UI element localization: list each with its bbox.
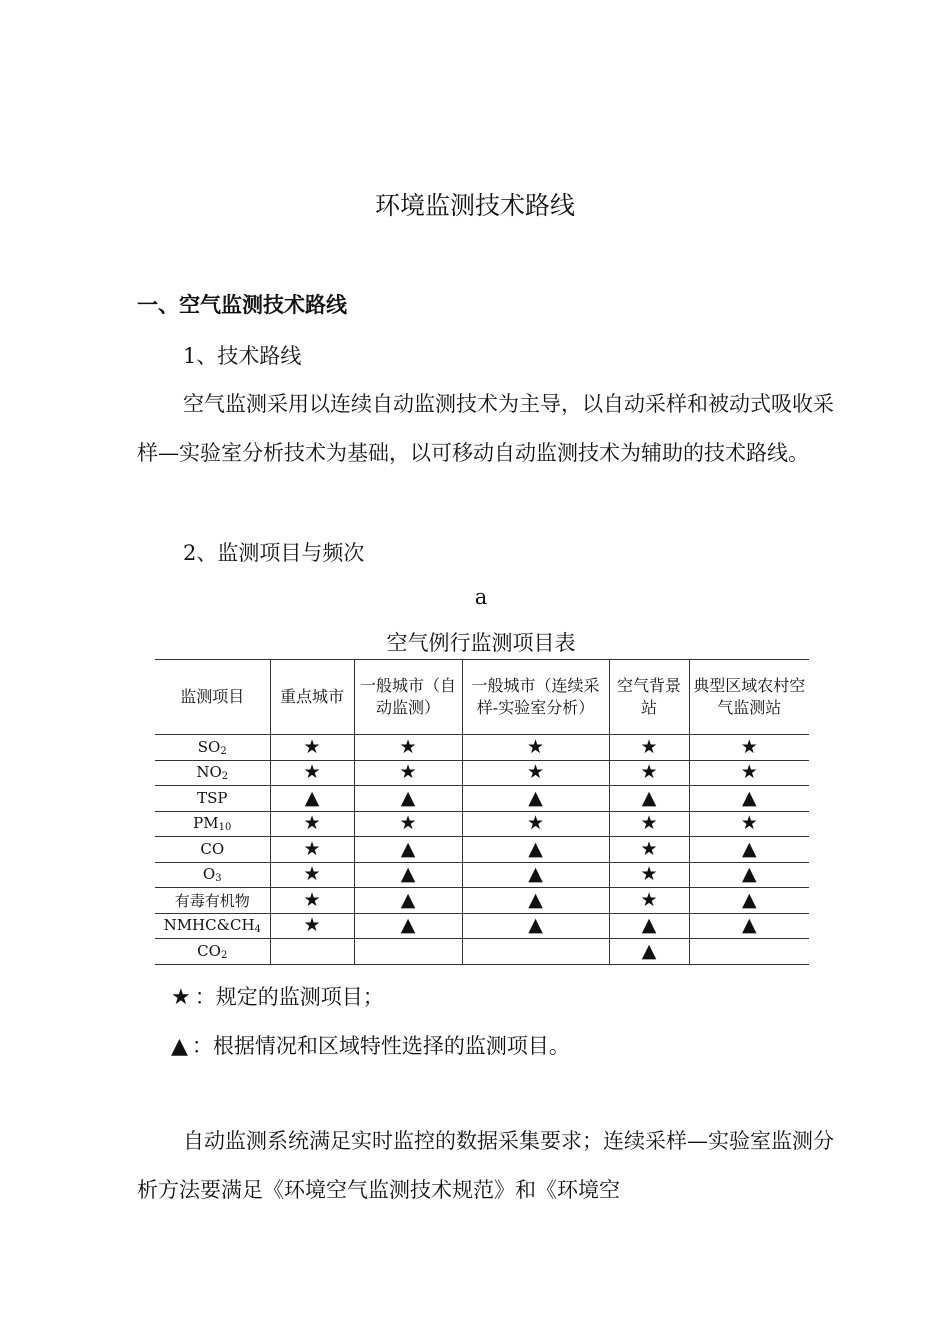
item-cell — [155, 837, 270, 863]
item-subscript: 2 — [220, 745, 227, 757]
table-caption: 空气例行监测项目表 — [386, 631, 576, 655]
triangle-mark-cell: ▲ — [609, 939, 689, 965]
item-subscript: 3 — [215, 873, 222, 885]
item-name: 有毒有机物 — [174, 891, 250, 910]
table-row — [155, 735, 809, 761]
triangle-mark-cell: ▲ — [609, 786, 689, 812]
triangle-mark-cell: ▲ — [462, 888, 609, 914]
star-mark-cell: ★ — [270, 862, 354, 888]
table-row — [155, 913, 809, 939]
triangle-mark-cell: ▲ — [462, 837, 609, 863]
header-cell: 监测项目 — [155, 660, 270, 735]
triangle-mark-cell: ▲ — [689, 786, 809, 812]
item-name: CO — [197, 941, 221, 960]
triangle-mark-cell: ▲ — [354, 837, 462, 863]
table-row — [155, 939, 809, 965]
table-header-row — [155, 660, 809, 735]
triangle-mark-cell: ▲ — [609, 913, 689, 939]
empty-cell — [689, 939, 809, 965]
star-mark-cell: ★ — [270, 735, 354, 761]
item-subscript: 10 — [218, 822, 232, 834]
table-row — [155, 811, 809, 837]
header-cell: 一般城市（连续采样-实验室分析） — [462, 660, 609, 735]
empty-cell — [462, 939, 609, 965]
triangle-mark-cell: ▲ — [462, 786, 609, 812]
section-heading: 一、空气监测技术路线 — [137, 293, 347, 317]
item-name: O — [202, 865, 216, 884]
table-row — [155, 786, 809, 812]
item-cell — [155, 760, 270, 786]
empty-cell — [354, 939, 462, 965]
legend-star-text: ：规定的监测项目； — [194, 985, 384, 1009]
star-mark-cell: ★ — [462, 811, 609, 837]
triangle-mark-cell: ▲ — [354, 862, 462, 888]
star-mark-cell: ★ — [354, 760, 462, 786]
item-subscript: 4 — [254, 924, 261, 936]
subsection-technical-route: 1、技术路线 — [183, 344, 302, 368]
triangle-mark-cell: ▲ — [689, 862, 809, 888]
triangle-mark-cell: ▲ — [689, 913, 809, 939]
triangle-mark-cell: ▲ — [462, 862, 609, 888]
legend-star — [171, 981, 384, 1011]
header-cell: 空气背景站 — [609, 660, 689, 735]
star-mark-cell: ★ — [270, 913, 354, 939]
triangle-mark-cell: ▲ — [689, 888, 809, 914]
header-cell: 典型区域农村空气监测站 — [689, 660, 809, 735]
star-mark-cell: ★ — [270, 837, 354, 863]
page-title: 环境监测技术路线 — [374, 191, 575, 220]
star-mark-cell: ★ — [270, 760, 354, 786]
subsection-items-frequency: 2、监测项目与频次 — [183, 541, 365, 565]
item-cell — [155, 888, 270, 914]
table-row — [155, 760, 809, 786]
triangle-mark-cell: ▲ — [354, 913, 462, 939]
item-name: NMHC&CH — [163, 916, 255, 935]
header-cell: 一般城市（自动监测） — [354, 660, 462, 735]
monitoring-items-table — [155, 659, 809, 965]
star-mark-cell: ★ — [462, 760, 609, 786]
triangle-icon: ▲ — [171, 1034, 188, 1059]
item-subscript: 2 — [220, 949, 228, 961]
item-cell — [155, 735, 270, 761]
triangle-mark-cell: ▲ — [689, 837, 809, 863]
star-mark-cell: ★ — [609, 862, 689, 888]
item-name: SO — [197, 737, 221, 756]
empty-cell — [270, 939, 354, 965]
star-mark-cell: ★ — [609, 735, 689, 761]
triangle-mark-cell: ▲ — [354, 888, 462, 914]
item-cell — [155, 811, 270, 837]
star-mark-cell: ★ — [270, 888, 354, 914]
star-mark-cell: ★ — [689, 760, 809, 786]
triangle-mark-cell: ▲ — [270, 786, 354, 812]
item-cell — [155, 913, 270, 939]
star-mark-cell: ★ — [270, 811, 354, 837]
paragraph-technical-route: 空气监测采用以连续自动监测技术为主导，以自动采样和被动式吸收采样—实验室分析技术为基础，以可移动自动监测技术为辅助的技术路线。 — [137, 392, 834, 465]
star-mark-cell: ★ — [689, 735, 809, 761]
header-cell: 重点城市 — [270, 660, 354, 735]
paragraph-auto-monitoring: 自动监测系统满足实时监控的数据采集要求；连续采样—实验室监测分析方法要满足《环境空气监测技术规范》和《环境空 — [137, 1129, 834, 1202]
table-row — [155, 888, 809, 914]
star-mark-cell: ★ — [462, 735, 609, 761]
item-cell — [155, 786, 270, 812]
table-row — [155, 862, 809, 888]
item-name: PM — [193, 814, 219, 833]
item-name: CO — [200, 840, 225, 859]
star-mark-cell: ★ — [354, 811, 462, 837]
star-icon: ★ — [171, 985, 191, 1010]
legend-triangle — [171, 1030, 570, 1060]
triangle-mark-cell: ▲ — [354, 786, 462, 812]
triangle-mark-cell: ▲ — [462, 913, 609, 939]
item-cell — [155, 862, 270, 888]
legend-triangle-text: ：根据情况和区域特性选择的监测项目。 — [191, 1034, 570, 1058]
star-mark-cell: ★ — [609, 811, 689, 837]
star-mark-cell: ★ — [689, 811, 809, 837]
star-mark-cell: ★ — [609, 837, 689, 863]
item-name: NO — [196, 763, 222, 782]
table-row — [155, 837, 809, 863]
item-name: TSP — [197, 789, 228, 808]
star-mark-cell: ★ — [354, 735, 462, 761]
item-cell — [155, 939, 270, 965]
table-letter: a — [474, 585, 488, 609]
star-mark-cell: ★ — [609, 888, 689, 914]
star-mark-cell: ★ — [609, 760, 689, 786]
item-subscript: 2 — [221, 771, 229, 783]
